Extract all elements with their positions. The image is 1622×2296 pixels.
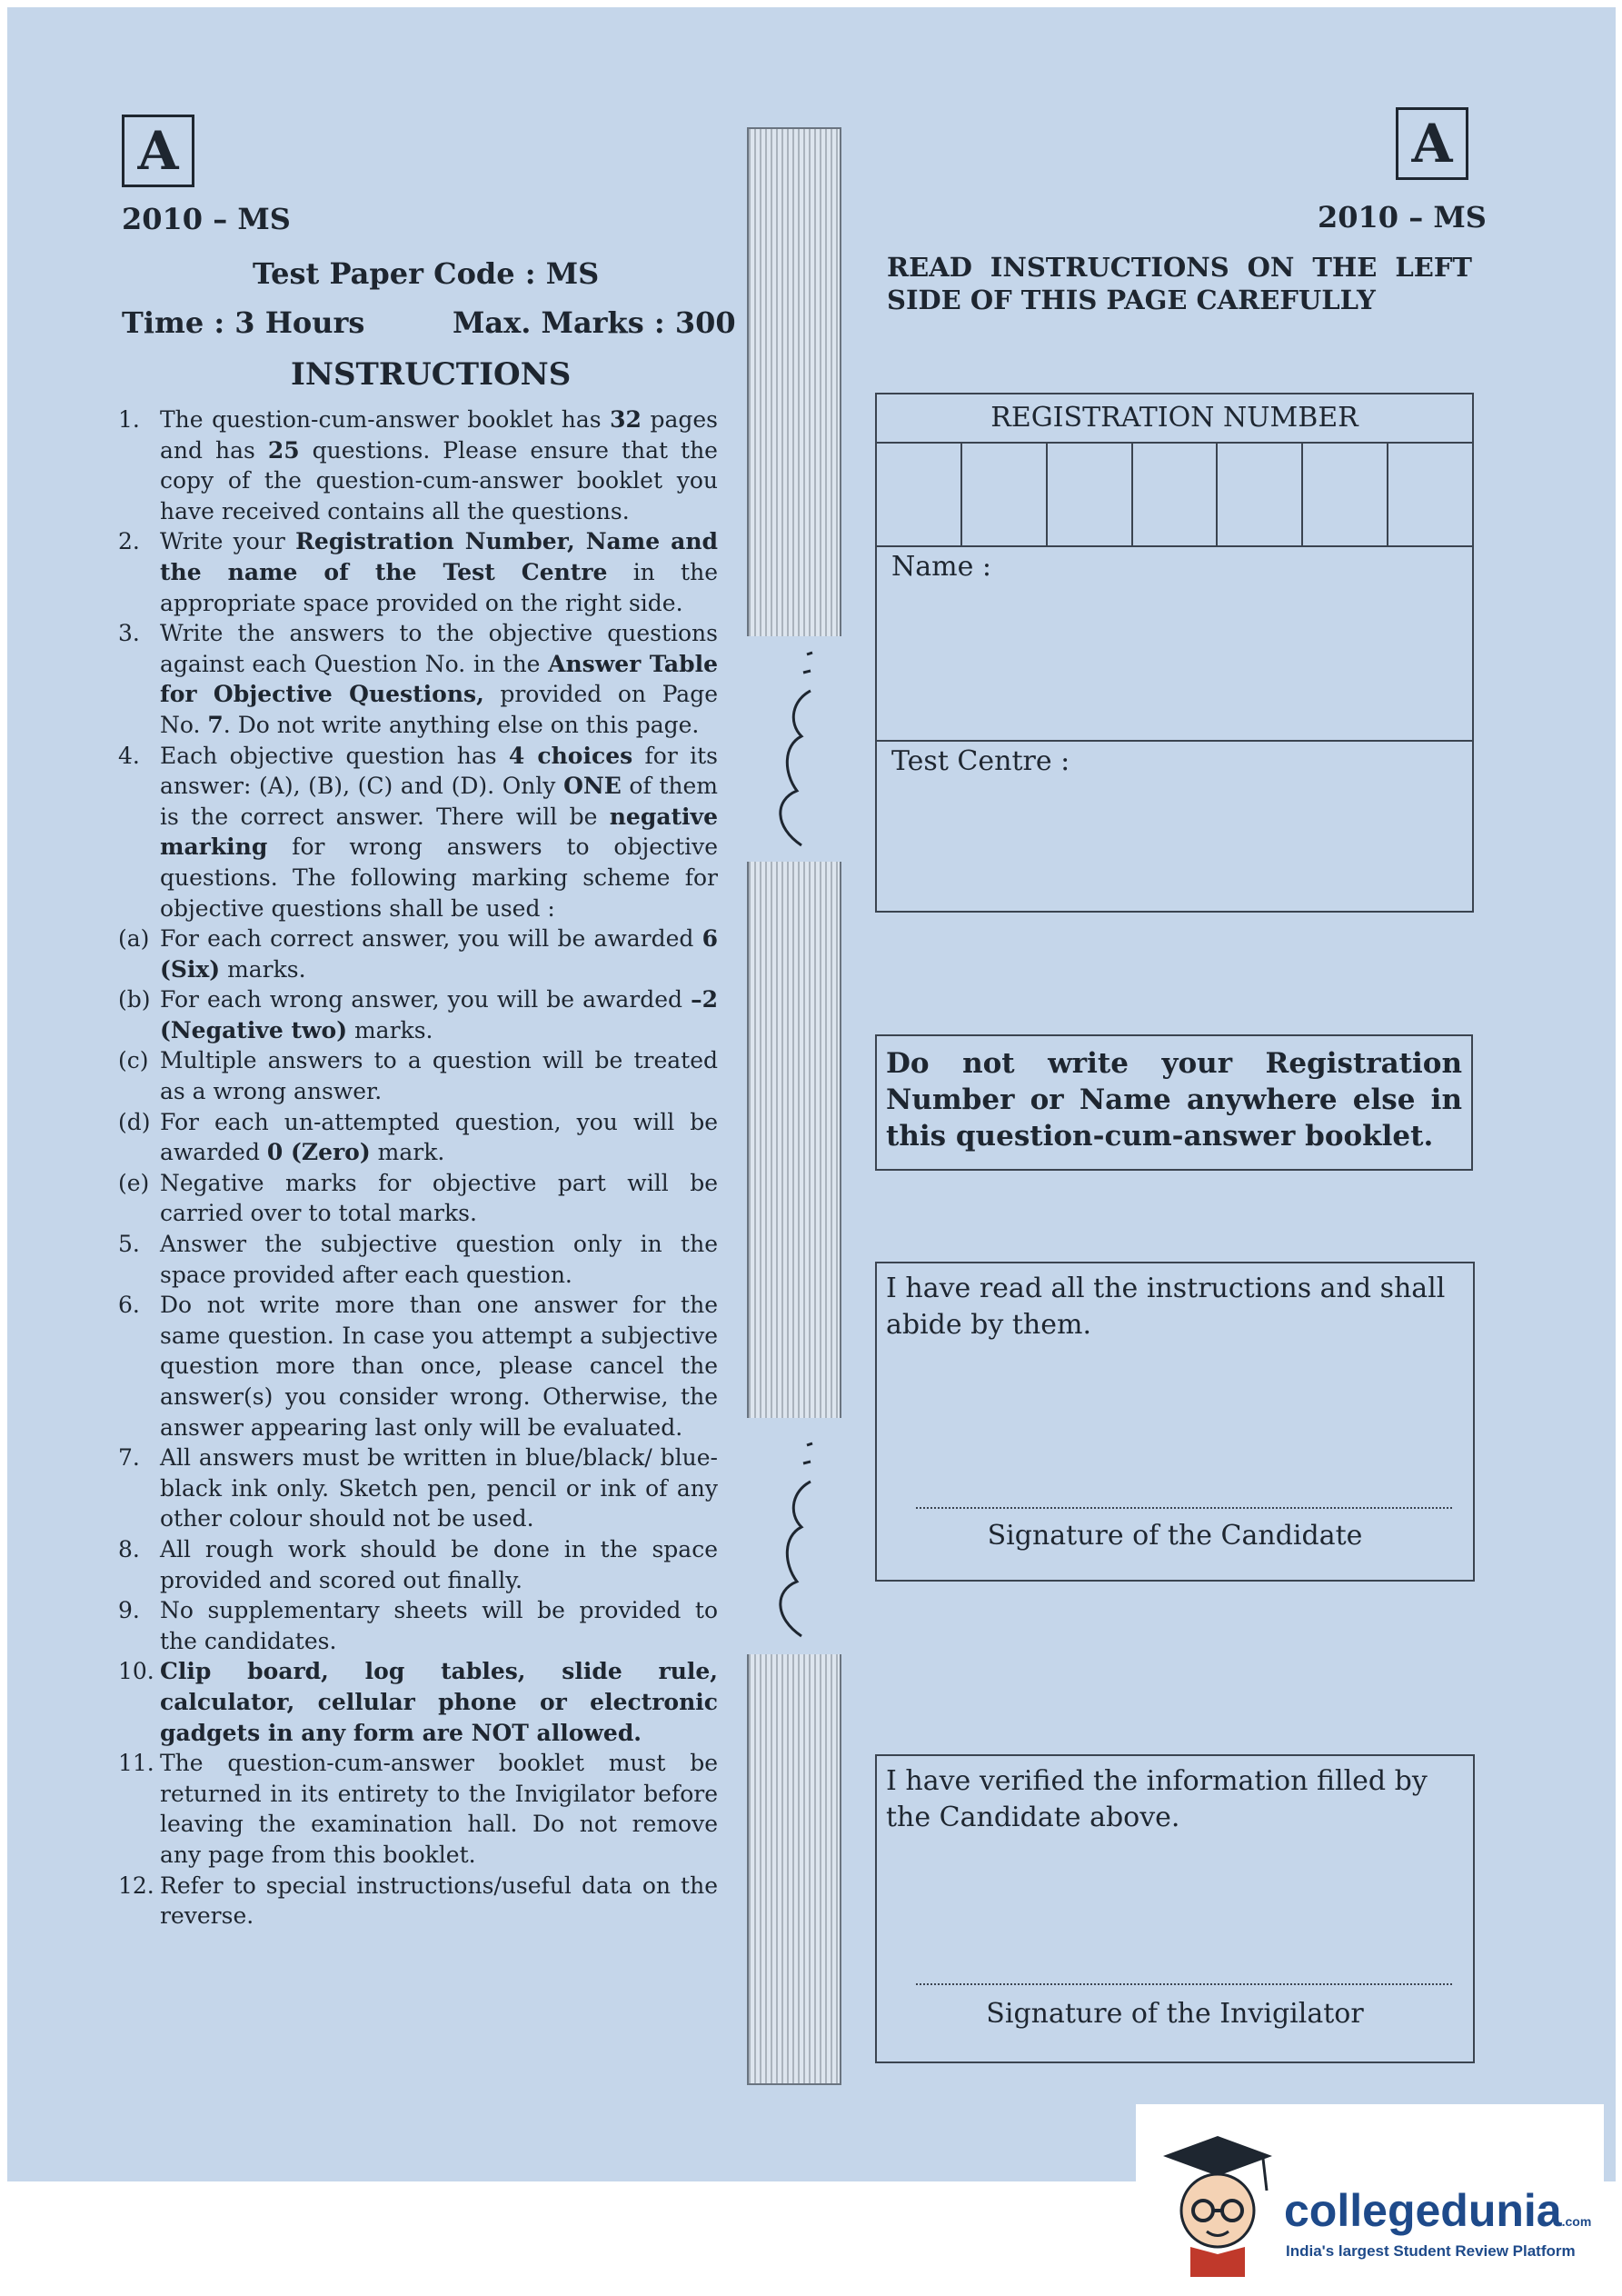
instruction-text: For each un-attempted question, you will be awarded 0 (Zero) mark. (160, 1108, 718, 1166)
instruction-number: (e) (118, 1169, 150, 1196)
registration-digit-cell[interactable] (1133, 444, 1219, 545)
registration-digit-cell[interactable] (1048, 444, 1133, 545)
read-instructions-notice: READ INSTRUCTIONS ON THE LEFT SIDE OF THIS PAGE CAREFULLY (887, 252, 1472, 315)
instruction-item (118, 618, 718, 740)
instruction-item (118, 1229, 718, 1290)
instruction-number: 9. (118, 1597, 140, 1624)
instruction-number: (a) (118, 925, 150, 953)
set-letter-box-right: A (1396, 107, 1468, 180)
instruction-item (118, 1748, 718, 1870)
instruction-text: Do not write more than one answer for the same question. In case you attempt a subjective question more than once, please cancel the answer(s) you consider wrong. Otherwise, the answer appearing last only will be evaluated. (160, 1292, 718, 1441)
instructions-list (118, 404, 718, 1932)
initials-signature-bottom (747, 1418, 841, 1654)
instruction-number: 1. (118, 406, 140, 433)
invigilator-declaration-box (875, 1754, 1475, 2063)
instruction-number: 6. (118, 1292, 140, 1319)
instruction-text: Write the answers to the objective questions against each Question No. in the Answer Table for Objective Questions, provided on Page No. 7. Do not write anything else on this page. (160, 620, 718, 738)
paper-code-left: 2010 – MS (122, 202, 291, 236)
registration-digit-cell[interactable] (1218, 444, 1303, 545)
instruction-item (118, 741, 718, 924)
max-marks: Max. Marks : 300 (453, 305, 736, 340)
instruction-number: 8. (118, 1535, 140, 1562)
instruction-number: 11. (118, 1750, 154, 1777)
candidate-signature-line[interactable] (916, 1507, 1452, 1509)
registration-digit-cell[interactable] (1303, 444, 1388, 545)
instruction-item (118, 1290, 718, 1442)
instruction-text: Clip board, log tables, slide rule, calculator, cellular phone or electronic gadgets in any form are NOT allowed. (160, 1658, 718, 1746)
instruction-number: (d) (118, 1108, 151, 1135)
instruction-text: Each objective question has 4 choices for its answer: (A), (B), (C) and (D). Only ONE of them is the correct answer. There will be negative marking for wrong answers to objective questions. The following marking scheme for objective questions shall be used : (160, 742, 718, 922)
brand-name: collegedunia.com (1284, 2185, 1592, 2236)
invigilator-signature-label: Signature of the Invigilator (986, 1998, 1364, 2030)
instruction-text: All rough work should be done in the space provided and scored out finally. (160, 1535, 718, 1593)
instruction-subitem (118, 1168, 718, 1229)
initials-area-top (747, 636, 841, 862)
invigilator-signature-line[interactable] (916, 1983, 1452, 1985)
invigilator-declaration-text: I have verified the information filled by the Candidate above. (886, 1765, 1428, 1833)
instruction-item (118, 526, 718, 618)
brand-tagline: India's largest Student Review Platform (1286, 2242, 1576, 2260)
instruction-text: Write your Registration Number, Name and the name of the Test Centre in the appropriate space provided on the right side. (160, 528, 718, 616)
instruction-item (118, 1595, 718, 1656)
instruction-text: Refer to special instructions/useful data on the reverse. (160, 1872, 718, 1930)
name-label: Name : (891, 551, 991, 583)
registration-number-title: REGISTRATION NUMBER (877, 394, 1472, 444)
instruction-text: All answers must be written in blue/black/ blue-black ink only. Sketch pen, pencil or ink of any other colour should not be used. (160, 1444, 718, 1532)
instruction-text: For each correct answer, you will be awarded 6 (Six) marks. (160, 925, 718, 983)
instruction-item (118, 1534, 718, 1595)
instruction-number: 12. (118, 1872, 154, 1899)
registration-digit-cell[interactable] (877, 444, 962, 545)
binding-strip (747, 127, 841, 2085)
candidate-declaration-text: I have read all the instructions and shall abide by them. (886, 1273, 1446, 1341)
instruction-item (118, 1442, 718, 1534)
registration-warning: Do not write your Registration Number or Name anywhere else in this question-cum-answer booklet. (875, 1034, 1473, 1171)
instruction-item (118, 404, 718, 526)
candidate-signature-label: Signature of the Candidate (987, 1520, 1363, 1552)
instruction-number: 4. (118, 742, 140, 769)
instruction-subitem (118, 984, 718, 1045)
instructions-title: INSTRUCTIONS (291, 356, 572, 393)
candidate-declaration-box (875, 1262, 1475, 1582)
test-centre-field[interactable] (877, 742, 1472, 911)
instruction-number: 7. (118, 1444, 140, 1472)
test-paper-code: Test Paper Code : MS (253, 256, 600, 291)
instruction-text: For each wrong answer, you will be awarded –2 (Negative two) marks. (160, 986, 718, 1043)
paper-code-right: 2010 – MS (1318, 200, 1487, 235)
instruction-text: No supplementary sheets will be provided to the candidates. (160, 1597, 718, 1654)
instruction-text: The question-cum-answer booklet has 32 pages and has 25 questions. Please ensure that the copy of the question-cum-answer booklet you have received contains all the questions. (160, 406, 718, 524)
set-letter-box-left: A (122, 115, 194, 187)
instruction-subitem (118, 1045, 718, 1106)
instruction-number: 3. (118, 620, 140, 647)
registration-digit-cell[interactable] (1388, 444, 1472, 545)
instruction-number: 2. (118, 528, 140, 555)
instruction-number: 10. (118, 1658, 154, 1685)
name-field[interactable] (877, 547, 1472, 742)
initials-area-bottom (747, 1418, 841, 1654)
instruction-item (118, 1871, 718, 1932)
instruction-text: The question-cum-answer booklet must be returned in its entirety to the Invigilator before leaving the examination hall. Do not remove any page from this booklet. (160, 1750, 718, 1868)
instruction-subitem (118, 923, 718, 984)
test-centre-label: Test Centre : (891, 745, 1070, 777)
instruction-text: Multiple answers to a question will be treated as a wrong answer. (160, 1047, 718, 1105)
registration-digit-cell[interactable] (962, 444, 1048, 545)
registration-box (875, 393, 1474, 913)
collegedunia-watermark (1136, 2104, 1604, 2286)
mascot-logo-icon (1154, 2127, 1281, 2281)
instruction-number: 5. (118, 1231, 140, 1258)
instruction-number: (c) (118, 1047, 149, 1074)
initials-signature-top (747, 636, 841, 862)
time-duration: Time : 3 Hours (122, 305, 365, 340)
instruction-item (118, 1656, 718, 1748)
instruction-text: Answer the subjective question only in the space provided after each question. (160, 1231, 718, 1288)
registration-number-cells (877, 444, 1472, 547)
instruction-text: Negative marks for objective part will be carried over to total marks. (160, 1169, 718, 1227)
instruction-number: (b) (118, 986, 151, 1013)
instruction-subitem (118, 1107, 718, 1168)
